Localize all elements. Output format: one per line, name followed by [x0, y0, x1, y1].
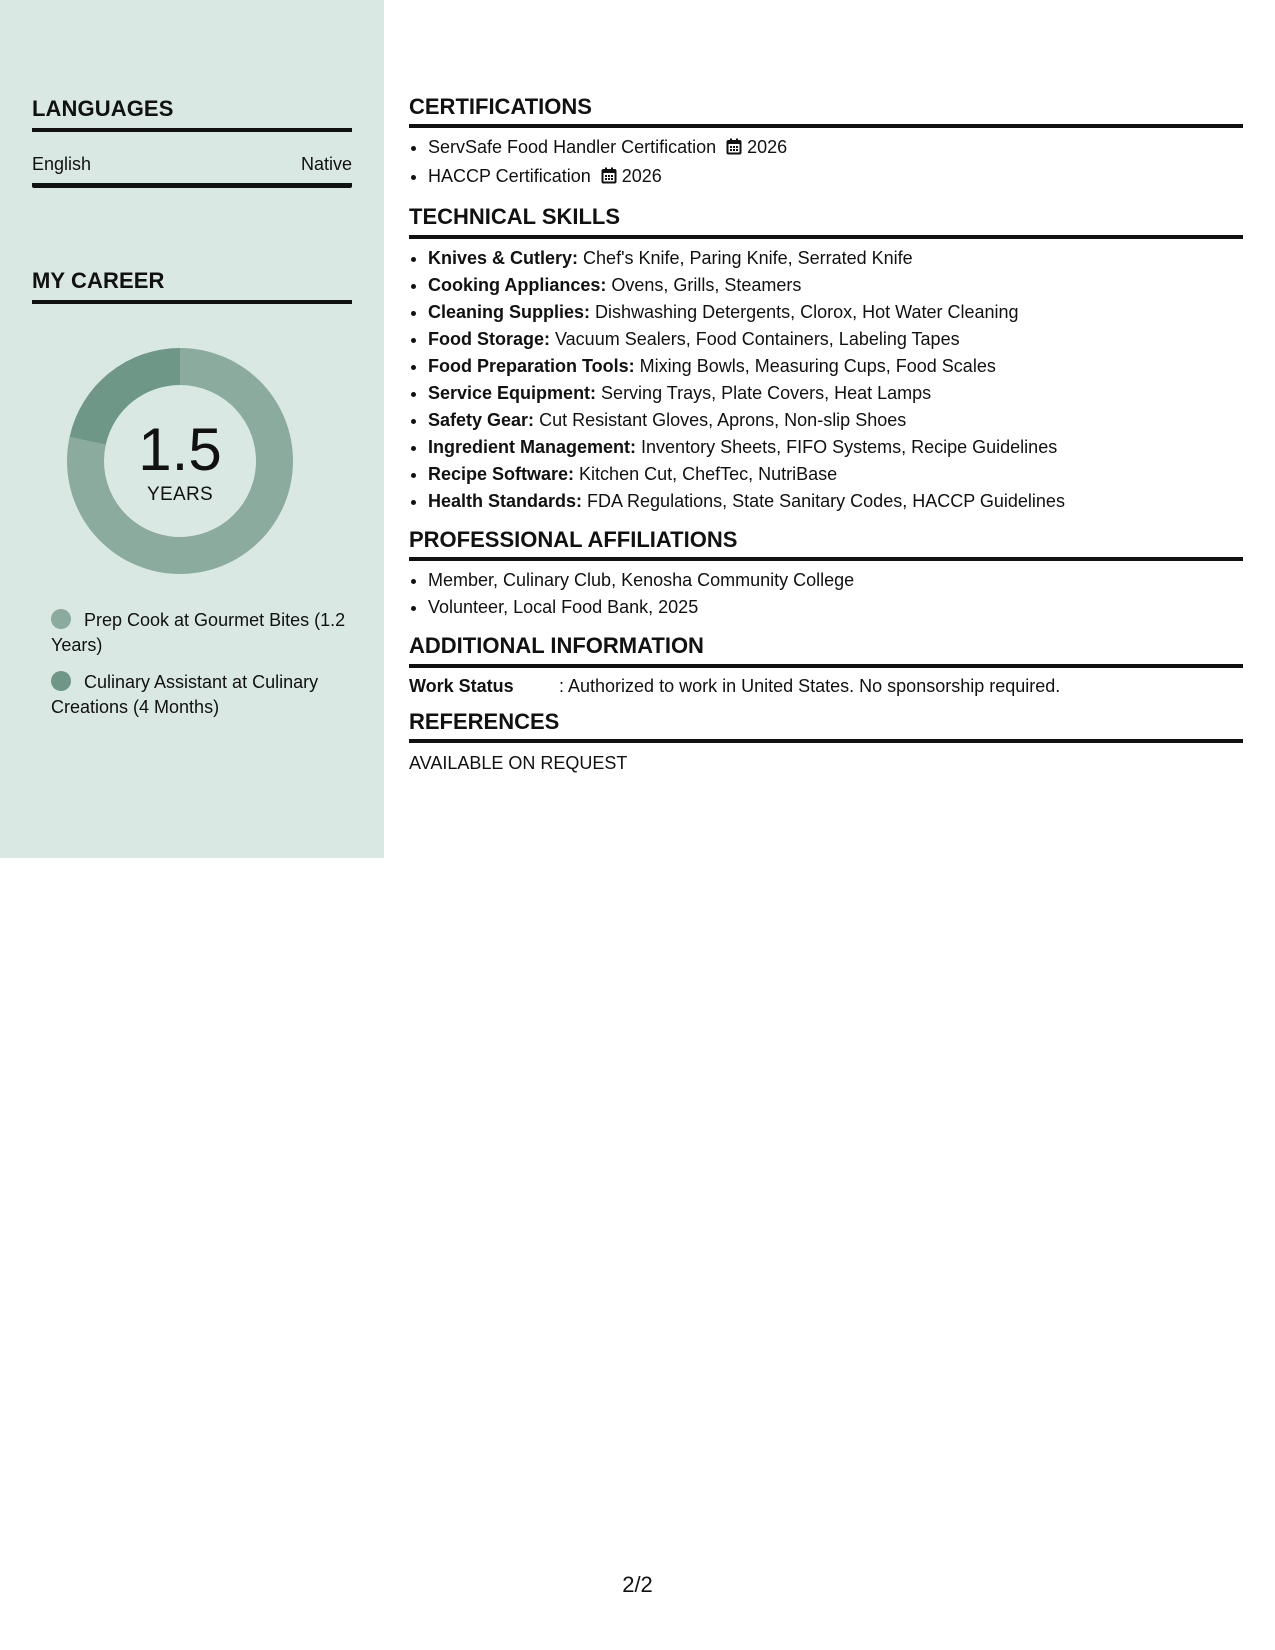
- languages-heading: LANGUAGES: [32, 96, 352, 132]
- work-status-row: [409, 676, 1243, 697]
- skill-value: Inventory Sheets, FIFO Systems, Recipe Guidelines: [636, 436, 1058, 457]
- skill-label: Cooking Appliances:: [428, 274, 607, 295]
- language-name: English: [32, 154, 92, 175]
- donut-center: [67, 348, 293, 574]
- skill-value: Mixing Bowls, Measuring Cups, Food Scales: [634, 355, 996, 376]
- skill-item: [428, 326, 1243, 353]
- certifications-section: [409, 94, 1243, 192]
- technical-skills-heading: TECHNICAL SKILLS: [409, 204, 1243, 238]
- career-legend-item: [51, 608, 351, 658]
- skill-value: FDA Regulations, State Sanitary Codes, HACCP Guidelines: [582, 490, 1065, 511]
- additional-info-section: [409, 633, 1243, 696]
- skill-value: Dishwashing Detergents, Clorox, Hot Water Cleaning: [590, 301, 1019, 322]
- affiliations-heading: PROFESSIONAL AFFILIATIONS: [409, 527, 1243, 561]
- certification-item: [428, 134, 1243, 163]
- skill-item: [428, 461, 1243, 488]
- certifications-list: [409, 134, 1243, 192]
- skill-label: Recipe Software:: [428, 463, 575, 484]
- skill-value: Chef's Knife, Paring Knife, Serrated Knife: [578, 247, 913, 268]
- skill-item: [428, 299, 1243, 326]
- main-content: [409, 94, 1243, 786]
- career-section: [32, 268, 352, 304]
- career-total-unit: YEARS: [147, 484, 213, 505]
- skill-label: Ingredient Management:: [428, 436, 637, 457]
- skill-value: Vacuum Sealers, Food Containers, Labeling Tapes: [550, 328, 960, 349]
- work-status-label: Work Status: [409, 675, 514, 696]
- certification-name: HACCP Certification: [428, 166, 591, 187]
- skill-item: [428, 272, 1243, 299]
- certification-name: ServSafe Food Handler Certification: [428, 137, 717, 158]
- skill-item: [428, 488, 1243, 515]
- affiliations-list: [409, 567, 1243, 621]
- affiliation-item: • Volunteer, Local Food Bank, 2025: [428, 594, 1243, 621]
- calendar-icon: [601, 165, 617, 192]
- affiliations-section: [409, 527, 1243, 621]
- skill-label: Health Standards:: [428, 490, 583, 511]
- references-section: [409, 709, 1243, 774]
- sidebar: [0, 0, 384, 858]
- languages-section: [32, 96, 352, 188]
- skill-item: [428, 434, 1243, 461]
- certification-year: 2026: [621, 166, 662, 187]
- career-legend: [51, 608, 351, 732]
- career-job-text: Culinary Assistant at Culinary Creations (4 Months): [51, 672, 319, 717]
- skill-value: Cut Resistant Gloves, Aprons, Non-slip Shoes: [534, 409, 907, 430]
- technical-skills-list: [409, 245, 1243, 515]
- career-job-text: Prep Cook at Gourmet Bites (1.2 Years): [51, 610, 346, 655]
- page-number: 2/2: [622, 1572, 653, 1597]
- language-level: Native: [300, 154, 352, 175]
- career-legend-item: [51, 670, 351, 720]
- career-heading: MY CAREER: [32, 268, 352, 304]
- skill-item: [428, 407, 1243, 434]
- skill-label: Food Storage:: [428, 328, 550, 349]
- references-text: AVAILABLE ON REQUEST: [409, 752, 628, 773]
- career-total-value: 1.5: [138, 416, 222, 483]
- skill-value: Kitchen Cut, ChefTec, NutriBase: [574, 463, 838, 484]
- references-heading: REFERENCES: [409, 709, 1243, 743]
- certifications-heading: CERTIFICATIONS: [409, 94, 1243, 128]
- skill-label: Safety Gear:: [428, 409, 535, 430]
- skill-item: [428, 380, 1243, 407]
- certification-year: 2026: [747, 137, 788, 158]
- additional-info-heading: ADDITIONAL INFORMATION: [409, 633, 1243, 667]
- work-status-value: : Authorized to work in United States. No sponsorship required.: [559, 675, 1061, 696]
- career-donut-chart: [67, 348, 293, 574]
- skill-item: [428, 245, 1243, 272]
- skill-label: Service Equipment:: [428, 382, 597, 403]
- skill-label: Food Preparation Tools:: [428, 355, 635, 376]
- technical-skills-section: [409, 204, 1243, 514]
- skill-value: Serving Trays, Plate Covers, Heat Lamps: [596, 382, 932, 403]
- skill-label: Cleaning Supplies:: [428, 301, 591, 322]
- calendar-icon: [726, 136, 742, 163]
- skill-item: [428, 353, 1243, 380]
- certification-item: [428, 163, 1243, 192]
- language-row: [32, 154, 352, 188]
- legend-dot-icon: [51, 609, 71, 629]
- skill-value: Ovens, Grills, Steamers: [606, 274, 802, 295]
- affiliation-item: • Member, Culinary Club, Kenosha Community College: [428, 567, 1243, 594]
- skill-label: Knives & Cutlery:: [428, 247, 579, 268]
- legend-dot-icon: [51, 671, 71, 691]
